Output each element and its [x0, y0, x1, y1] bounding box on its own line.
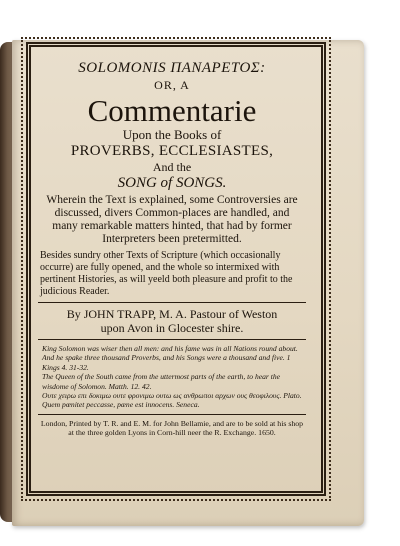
quote-seneca: Quem pœnitet peccasse, pæne est innocens. Seneca.: [42, 400, 200, 410]
upon-the-books-line: Upon the Books of: [122, 127, 222, 142]
title-page-content: [38, 54, 306, 478]
author-line-2: upon Avon in Glocester shire.: [100, 321, 244, 335]
song-of-songs-line: SONG of SONGS.: [117, 175, 227, 191]
quote-plato: Ουτε χειρω επι δοκιμω ουτε φρονιμω ουτω ως ανθρωποι αρχων ους θεοφιλους. Plato.: [42, 391, 302, 401]
main-title: SOLOMONIS ΠΑΝΑΡΕΤΟΣ:: [78, 60, 266, 76]
commentarie-heading: Commentarie: [87, 93, 257, 128]
imprint: London, Printed by T. R. and E. M. for John Bellamie, and are to be sold at his shop at the three golden Lyons in Corn-hill neer the R. Exchange. 1650.: [40, 418, 304, 438]
books-list: PROVERBS, ECCLESIASTES,: [70, 143, 274, 159]
divider-rule: [38, 339, 306, 340]
besides-paragraph: Besides sundry other Texts of Scripture (which occasionally occurre) are fully opened, and the whole so intermixed with pertinent Histories, as will yeeld both pleasure and profit to the judicious Reader.: [40, 250, 293, 297]
quote-kings: King Solomon was wiser then all men: and his fame was in all Nations round about. And he spake three thousand Proverbs, and his Songs were a thousand and five. 1 Kings 4. 31-32.: [42, 344, 298, 372]
divider-rule: [38, 302, 306, 303]
quote-matthew: The Queen of the South came from the uttermost parts of the earth, to hear the wisdome of Solomon. Matth. 12. 42.: [42, 372, 281, 391]
or-a-line: OR, A: [154, 78, 190, 92]
divider-rule: [38, 414, 306, 415]
wherein-paragraph: Wherein the Text is explained, some Controversies are discussed, divers Common-places are handled, and many remarkable matters hinted, that had by former Interpreters been pretermitted.: [46, 194, 298, 245]
and-the-line: And the: [152, 160, 192, 174]
author-line-1: By JOHN TRAPP, M. A. Pastour of Weston: [66, 307, 278, 321]
